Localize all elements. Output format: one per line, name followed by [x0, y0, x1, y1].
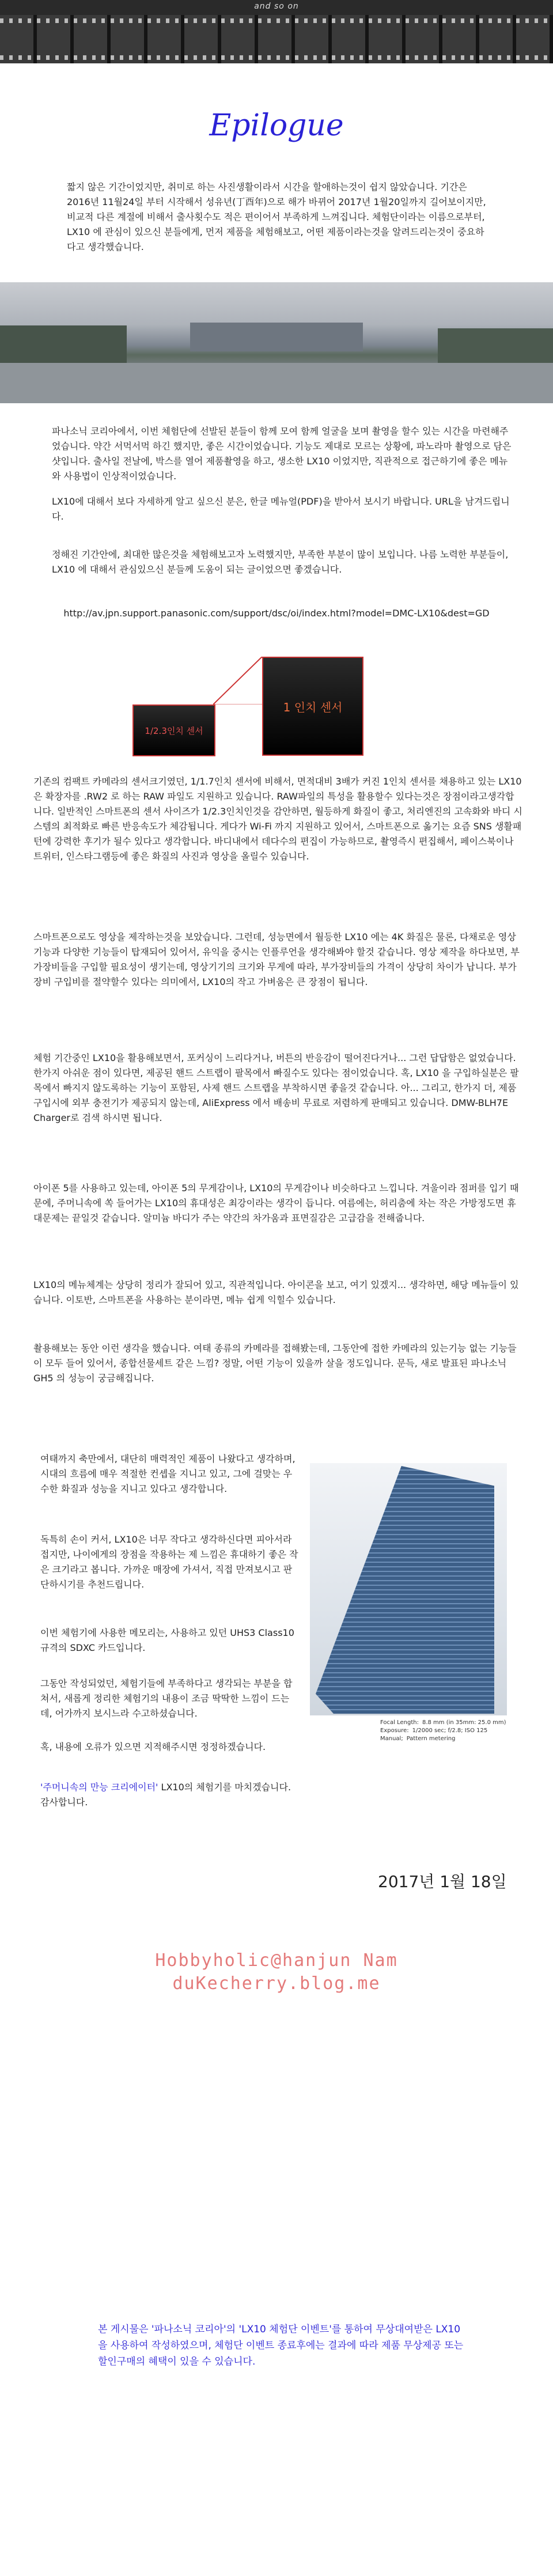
plaza-ground	[0, 363, 553, 403]
event-paragraph: 파나소닉 코리아에서, 이번 체험단에 선발된 분들이 함께 모여 함께 얼굴을 보며 촬영을 할수 있는 시간을 마련해주었습니다. 약간 서먹서먹 하긴 했지만, 좋은 시간이었습니다. 기능도 제대로 모르는 상황에, 파노라마 촬영으로 담은 샷입니다. 출사일 전날에, 박스를 열어 제품촬영을 하고, 생소한 LX10 이었지만, 직관적으로 접근하기에 좋은 메뉴와 사용법이 인상적이었습니다.	[52, 426, 512, 482]
exif-info	[380, 1719, 513, 1743]
exif-exposure: 1/2000 sec; f/2.8; ISO 125	[412, 1728, 488, 1734]
page-title: Epilogue	[209, 108, 344, 143]
memory-paragraph: 이번 체험기에 사용한 메모리는, 사용하고 있던 UHS3 Class10 규격의 SDXC 카드입니다.	[40, 1627, 294, 1653]
banner-tagline: and so on	[254, 2, 299, 11]
manual-url[interactable]: http://av.jpn.support.panasonic.com/support/dsc/oi/index.html?model=DMC-LX10&dest=GD	[63, 608, 490, 619]
exif-mode: Pattern metering	[406, 1736, 456, 1742]
film-strip-banner	[0, 0, 553, 63]
large-sensor-box: 1 인치 센서	[262, 657, 363, 756]
closing-paragraph	[40, 1780, 300, 1810]
sensor-connector-lines	[213, 657, 262, 704]
exif-exposure-label: Exposure:	[380, 1728, 409, 1734]
video-paragraph: 스마트폰으로도 영상을 제작하는것을 보았습니다. 그런데, 성능면에서 월등한 LX10 에는 4K 화질은 물론, 다채로운 영상 기능과 다양한 기능들이 탑재되어 있어서, 유익을 중시는 인플루언을 생각해봐야 할것 같습니다. 영상 제작을 하다보면, 부가장비들을 구입할 필요성이 생기는데, 영상기기의 크기와 무게에 따라, 부가장비들의 가격이 상당히 차이가 납니다. 부가장비 구입비를 절약할수 있다는 의미에서, LX10의 작고 가벼움은 큰 장점이 됩니다.	[33, 931, 520, 987]
exif-focal-label: Focal Length:	[380, 1719, 419, 1726]
manual-paragraph: LX10에 대해서 보다 자세하게 알고 싶으신 분은, 한글 메뉴얼(PDF)을 받아서 보시기 바랍니다. URL을 남겨드립니다.	[52, 496, 510, 522]
portability-paragraph: 아이폰 5를 사용하고 있는데, 아이폰 5의 무게감이나, LX10의 무게감이나 비슷하다고 느낍니다. 겨울이라 점퍼를 입기 때문에, 주머니속에 쏙 들어가는 LX10의 휴대성은 최강이라는 생각이 듭니다. 여름에는, 허리춤에 차는 작은 가방정도면 휴대문제는 끝일것 같습니다. 알미늄 바디가 주는 약간의 차가움과 표면질감은 고급감을 전해줍니다.	[33, 1183, 519, 1223]
banner-top-bar	[0, 0, 553, 15]
panorama-photo	[0, 282, 553, 403]
film-strip-image	[0, 15, 553, 63]
features-paragraph: 촬용해보는 동안 이런 생각을 했습니다. 여태 종류의 카메라를 접해봤는데, 그동안에 접한 카메라의 있는기능 없는 기능들이 모두 들어 있어서, 종합선물세트 같은 느낌? 정말, 어떤 기능이 있을까 살을 정도입니다. 문득, 새로 발표된 파나소닉 GH5 의 성능이 궁금해집니다.	[33, 1343, 517, 1384]
size-paragraph: 독특히 손이 커서, LX10은 너무 작다고 생각하신다면 피아서라 접지만, 나이에게의 장점을 작용하는 제 느낌은 휴대하기 좋은 작은 크기라고 봅니다. 가까운 매장에 가셔서, 직접 만져보시고 판단하시기를 추천드립니다.	[40, 1534, 298, 1590]
signature-blog[interactable]: duKecherry.blog.me	[172, 1973, 381, 1994]
impression-paragraph: 여태까지 축만에서, 대단히 매력적인 제품이 나왔다고 생각하며, 시대의 흐름에 매우 적절한 컨셉을 지니고 있고, 그에 걸맞는 우수한 화질과 성능을 지니고 있다고 생각합니다.	[40, 1453, 296, 1494]
intro-paragraph: 짧지 않은 기간이었지만, 취미로 하는 사진생활이라서 시간을 할애하는것이 쉽지 않았습니다. 기간은 2016년 11월24일 부터 시작해서 성유년(丁酉年)으로 해가 바뀌어 2017년 1월20일까지 길어보이지만, 비교적 다른 계절에 비해서 출사횟수도 적은 편이어서 부족하게 느껴집니다. 체험단이라는 이름으로부터, LX10 에 관심이 있으신 분들에게, 먼저 제품을 체험해보고, 어떤 제품이라는것을 알려드리는것이 중요하다고 생각했습니다.	[67, 181, 486, 252]
menu-paragraph: LX10의 메뉴체계는 상당히 정리가 잘되어 있고, 직관적입니다. 아이콘을 보고, 여기 있겠지... 생각하면, 해당 메뉴들이 있습니다. 이토반, 스마트폰을 사용하는 분이라면, 메뉴 쉽게 익힐수 있습니다.	[33, 1279, 519, 1305]
post-date: 2017년 1월 18일	[378, 1872, 507, 1891]
closing-link[interactable]: '주머니속의 만능 크리에이터'	[40, 1782, 158, 1793]
wrap-paragraph: 정해진 기간안에, 최대한 많은것을 체험해보고자 노력했지만, 부족한 부분이 많이 보입니다. 나름 노력한 부분들이, LX10 에 대해서 관심있으신 분들께 도움이 되는 글이었으면 좋겠습니다.	[52, 549, 509, 575]
exif-focal: 8.8 mm (in 35mm: 25.0 mm)	[422, 1719, 506, 1726]
disclosure-notice: 본 게시물은 '파나소닉 코리아'의 'LX10 체험단 이벤트'를 통하여 무상대여받은 LX10을 사용하여 작성하였으며, 체험단 이벤트 종료후에는 결과에 따라 제품 무상제공 또는 할인구매의 혜택이 있을 수 있습니다.	[98, 2324, 464, 2367]
summary-paragraph: 그동안 작성되었던, 체험기들에 부족하다고 생각되는 부분을 합쳐서, 새롭게 정리한 체험기의 내용이 조금 딱딱한 느낌이 드는데, 어가까지 보시느라 수고하셨습니다.	[40, 1678, 293, 1719]
building-shape	[190, 323, 363, 351]
closing-text: LX10의 체험기를 마치겠습니다. 감사합니다.	[40, 1782, 291, 1808]
small-sensor-box: 1/2.3인치 센서	[132, 704, 215, 756]
usability-paragraph: 체험 기간중인 LX10을 활용해보면서, 포커싱이 느리다거나, 버튼의 반응감이 떨어진다거나... 그런 답답함은 없었습니다. 한가지 아쉬운 점이 있다면, 제공된 핸드 스트랩이 팔목에서 빠질수도 있다는 점이었습니다. 혹, LX10 을 구입하실분은 팔목에서 빠지지 않도록하는 기능이 포함된, 사제 핸드 스트랩을 부착하시면 좋을것 같습니다. 아... 그리고, 한가지 더, 제품 구입시에 외부 충전기가 제공되지 않는데, AliExpress 에서 배송비 무료로 저렴하게 판매되고 있습니다. DMW-BLH7E Charger로 검색 하시면 됩니다.	[33, 1052, 519, 1123]
signature-name: Hobbyholic@hanjun Nam	[155, 1950, 398, 1971]
exif-mode-label: Manual;	[380, 1736, 403, 1742]
sensor-paragraph: 기존의 컴팩트 카메라의 센서크기였던, 1/1.7인치 센서에 비해서, 면적대비 3배가 커진 1인치 센서를 채용하고 있는 LX10은 확장자를 .RW2 로 하는 RAW 파일도 지원하고 있습니다. RAW파일의 특성을 활용할수 있다는것은 장점이라고생각합니다. 일반적인 스마트폰의 센서 사이즈가 1/2.3인치인것을 감안하면, 월등하게 화질이 좋고, 처리엔진의 고속화와 바디 시스템의 최적화로 빠른 반응속도가 체감됩니다. 게다가 Wi-Fi 까지 지원하고 있어서, 스마트폰으로 옮기는 요즘 SNS 생활패턴에 강력한 후기가 될수 있다고 생각합니다. 바디내에서 데다수의 편집이 가능하므로, 촬영즉시 편집해서, 페이스북이나 트위터, 인스타그램등에 좋은 화질의 사진과 영상을 올릴수 있습니다.	[33, 776, 522, 862]
correction-paragraph: 혹, 내용에 오류가 있으면 지적해주시면 정정하겠습니다.	[40, 1741, 266, 1752]
